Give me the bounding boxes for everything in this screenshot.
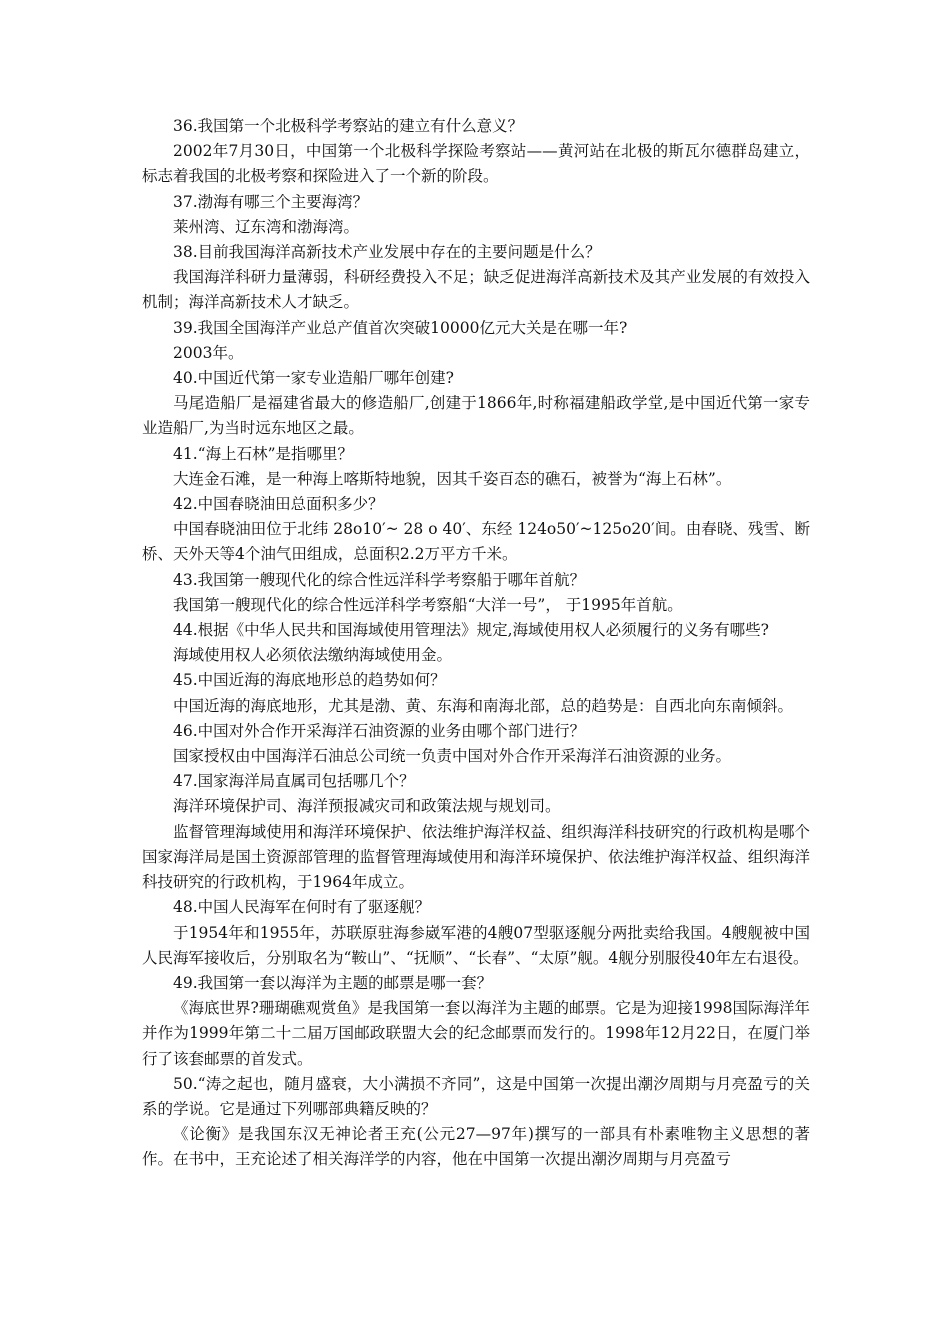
answer-38: 我国海洋科研力量薄弱，科研经费投入不足；缺乏促进海洋高新技术及其产业发展的有效投入机制；海洋高新技术人才缺乏。: [142, 268, 810, 312]
question-39: 39.我国全国海洋产业总产值首次突破10000亿元大关是在哪一年?: [173, 318, 628, 337]
question-41: 41.“海上石林”是指哪里？: [173, 444, 353, 463]
question-50: 50.“涛之起也，随月盛衰，大小满损不齐同”，这是中国第一次提出潮汐周期与月亮盈亏的关系的学说。它是通过下列哪部典籍反映的？: [142, 1074, 810, 1118]
question-44: 44.根据《中华人民共和国海域使用管理法》规定,海域使用权人必须履行的义务有哪些?: [173, 621, 769, 640]
answer-46: 国家授权由中国海洋石油总公司统一负责中国对外合作开采海洋石油资源的业务。: [173, 747, 732, 766]
question-42: 42.中国春晓油田总面积多少？: [173, 495, 384, 514]
answer-42: 中国春晓油田位于北纬 28o10′~ 28 o 40′、东经 124o50′~125o20′间。由春晓、残雪、断桥、天外天等4个油气田组成，总面积2.2万平方千米。: [142, 520, 810, 564]
answer-45: 中国近海的海底地形，尤其是渤、黄、东海和南海北部，总的趋势是：自西北向东南倾斜。: [173, 696, 794, 715]
document-body: [142, 114, 810, 1173]
answer-41: 大连金石滩，是一种海上喀斯特地貌，因其千姿百态的礁石，被誉为“海上石林”。: [173, 469, 732, 488]
answer-44: 海域使用权人必须依法缴纳海域使用金。: [173, 646, 453, 665]
answer-37: 莱州湾、辽东湾和渤海湾。: [173, 217, 360, 236]
answer-48: 于1954年和1955年，苏联原驻海参崴军港的4艘07型驱逐舰分两批卖给我国。4艘舰被中国人民海军接收后，分别取名为“鞍山”、“抚顺”、“长春”、“太原”舰。4舰分别服役40年左右退役。: [142, 923, 810, 967]
answer-47-extra: 监督管理海域使用和海洋环境保护、依法维护海洋权益、组织海洋科技研究的行政机构是哪个国家海洋局是国土资源部管理的监督管理海域使用和海洋环境保护、依法维护海洋权益、组织海洋科技研究的行政机构，于1964年成立。: [142, 822, 810, 892]
question-49: 49.我国第一套以海洋为主题的邮票是哪一套？: [173, 973, 493, 992]
question-46: 46.中国对外合作开采海洋石油资源的业务由哪个部门进行？: [173, 721, 586, 740]
answer-49: 《海底世界?珊瑚礁观赏鱼》是我国第一套以海洋为主题的邮票。它是为迎接1998国际海洋年并作为1999年第二十二届万国邮政联盟大会的纪念邮票而发行的。1998年12月22日，在厦门举行了该套邮票的首发式。: [142, 999, 810, 1068]
answer-40: 马尾造船厂是福建省最大的修造船厂,创建于1866年,时称福建船政学堂,是中国近代第一家专业造船厂,为当时远东地区之最。: [142, 394, 810, 438]
answer-39: 2003年。: [173, 343, 244, 362]
question-47: 47.国家海洋局直属司包括哪几个？: [173, 772, 415, 791]
question-36: 36.我国第一个北极科学考察站的建立有什么意义？: [173, 117, 524, 135]
question-43: 43.我国第一艘现代化的综合性远洋科学考察船于哪年首航？: [173, 570, 586, 589]
answer-36: 2002年7月30日，中国第一个北极科学探险考察站——黄河站在北极的斯瓦尔德群岛建立，标志着我国的北极考察和探险进入了一个新的阶段。: [142, 142, 810, 186]
question-40: 40.中国近代第一家专业造船厂哪年创建?: [173, 369, 454, 388]
answer-50: 《论衡》是我国东汉无神论者王充(公元27—97年)撰写的一部具有朴素唯物主义思想的著作。在书中，王充论述了相关海洋学的内容，他在中国第一次提出潮汐周期与月亮盈亏: [142, 1125, 810, 1169]
question-38: 38.目前我国海洋高新技术产业发展中存在的主要问题是什么？: [173, 243, 601, 262]
question-45: 45.中国近海的海底地形总的趋势如何？: [173, 671, 446, 690]
answer-43: 我国第一艘现代化的综合性远洋科学考察船“大洋一号”， 于1995年首航。: [173, 595, 683, 614]
question-48: 48.中国人民海军在何时有了驱逐舰？: [173, 898, 431, 917]
question-37: 37.渤海有哪三个主要海湾？: [173, 192, 369, 211]
answer-47: 海洋环境保护司、海洋预报减灾司和政策法规与规划司。: [173, 797, 561, 816]
